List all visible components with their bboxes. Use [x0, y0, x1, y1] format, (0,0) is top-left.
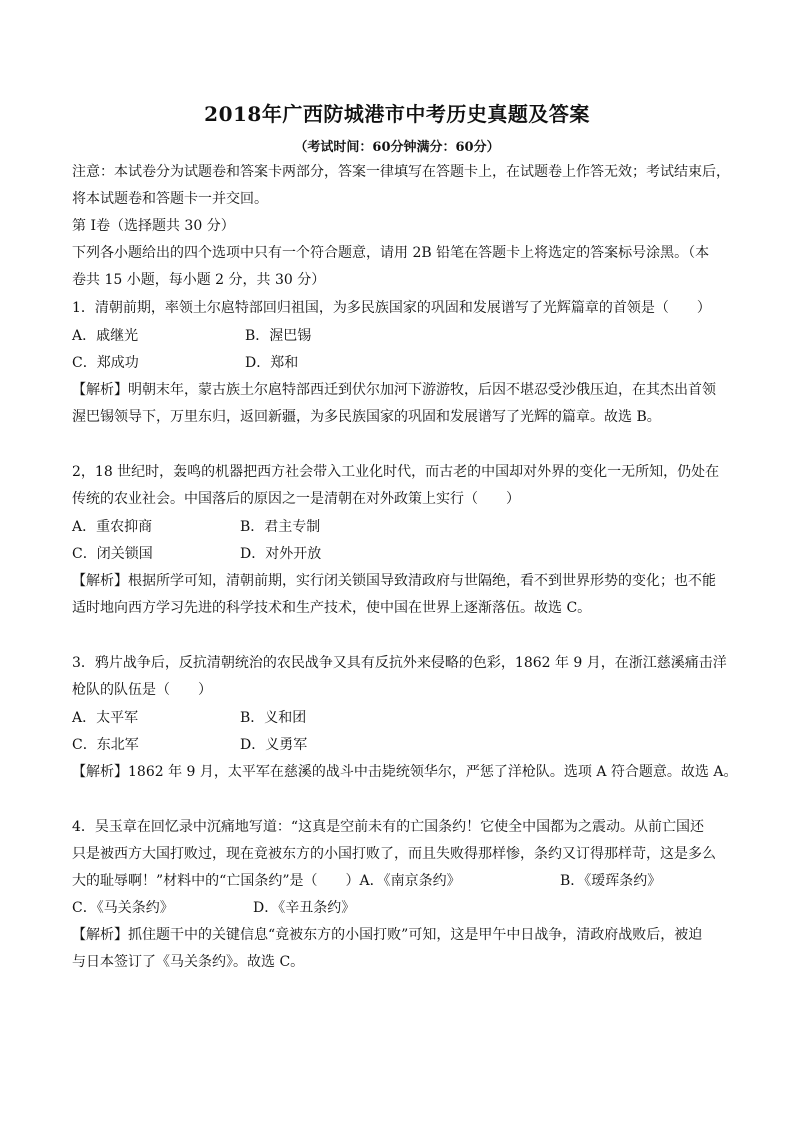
instruction-line-1: 下列各小题给出的四个选项中只有一个符合题意，请用 2B 铅笔在答题卡上将选定的答案标号涂黑。（本 — [72, 245, 710, 261]
question-4-analysis-1: 【解析】抓住题干中的关键信息“竟被东方的小国打败”可知，这是甲午中日战争，清政府战败后，被迫 — [72, 927, 703, 943]
question-4-stem-2: 只是被西方大国打败过，现在竟被东方的小国打败了，而且失败得那样惨，条约又订得那样苛，这是多么 — [72, 846, 716, 862]
question-4-option-b: B．《瑷珲条约》 — [560, 873, 662, 889]
question-2-option-b: B．君主专制 — [240, 519, 321, 535]
question-4-stem-3: 大的耻辱啊！”材料中的“亡国条约”是（ ）A．《南京条约》 — [72, 873, 461, 889]
notice-line-2: 将本试题卷和答题卡一并交回。 — [72, 191, 268, 207]
question-2-stem-1: 2，18 世纪时，轰鸣的机器把西方社会带入工业化时代，而古老的中国却对外界的变化一无所知，仍处在 — [72, 464, 720, 480]
section-heading: 第 Ⅰ卷（选择题共 30 分） — [72, 218, 235, 234]
notice-line-1: 注意：本试卷分为试题卷和答案卡两部分，答案一律填写在答题卡上，在试题卷上作答无效；考试结束后， — [72, 164, 730, 180]
question-4-stem-1: 4．吴玉章在回忆录中沉痛地写道：“这真是空前未有的亡国条约！它使全中国都为之震动。从前亡国还 — [72, 819, 705, 835]
question-3-stem-1: 3．鸦片战争后，反抗清朝统治的农民战争又具有反抗外来侵略的色彩，1862 年 9 月，在浙江慈溪痛击洋 — [72, 655, 727, 671]
question-2-option-d: D．对外开放 — [240, 546, 322, 562]
question-2-analysis-2: 适时地向西方学习先进的科学技术和生产技术，使中国在世界上逐渐落伍。故选 C。 — [72, 600, 592, 616]
question-1-analysis-1: 【解析】明朝末年，蒙古族土尔扈特部西迁到伏尔加河下游游牧，后因不堪忍受沙俄压迫，在其杰出首领 — [72, 382, 716, 398]
question-3-analysis: 【解析】1862 年 9 月，太平军在慈溪的战斗中击毙统领华尔，严惩了洋枪队。选项 A 符合题意。故选 A。 — [72, 764, 738, 780]
instruction-line-2: 卷共 15 小题，每小题 2 分，共 30 分） — [72, 272, 326, 288]
question-3-option-d: D．义勇军 — [240, 737, 308, 753]
question-1-option-c: C．郑成功 — [72, 355, 139, 371]
question-3-stem-2: 枪队的队伍是（ ） — [72, 682, 212, 698]
question-3-option-c: C．东北军 — [72, 737, 139, 753]
question-1-stem: 1．清朝前期，率领土尔扈特部回归祖国，为多民族国家的巩固和发展谱写了光辉篇章的首领是（ ） — [72, 300, 711, 316]
question-2-option-a: A．重农抑商 — [72, 519, 153, 535]
question-1-option-b: B．渥巴锡 — [245, 328, 312, 344]
question-3-option-b: B．义和团 — [240, 710, 307, 726]
question-1-analysis-2: 渥巴锡领导下，万里东归，返回新疆，为多民族国家的巩固和发展谱写了光辉的篇章。故选 B。 — [72, 409, 661, 425]
question-2-option-c: C．闭关锁国 — [72, 546, 153, 562]
question-1-option-d: D．郑和 — [245, 355, 299, 371]
page-title: 2018年广西防城港市中考历史真题及答案 — [204, 102, 590, 126]
question-4-option-c: C．《马关条约》 — [72, 900, 174, 916]
question-2-stem-2: 传统的农业社会。中国落后的原因之一是清朝在对外政策上实行（ ） — [72, 491, 520, 507]
question-4-option-d: D．《辛丑条约》 — [253, 900, 356, 916]
question-4-analysis-2: 与日本签订了《马关条约》。故选 C。 — [72, 954, 305, 970]
question-2-analysis-1: 【解析】根据所学可知，清朝前期，实行闭关锁国导致清政府与世隔绝，看不到世界形势的变化；也不能 — [72, 573, 716, 589]
question-1-option-a: A．戚继光 — [72, 328, 139, 344]
exam-time-subtitle: （考试时间：60分钟满分：60分） — [294, 140, 500, 155]
question-3-option-a: A．太平军 — [72, 710, 139, 726]
